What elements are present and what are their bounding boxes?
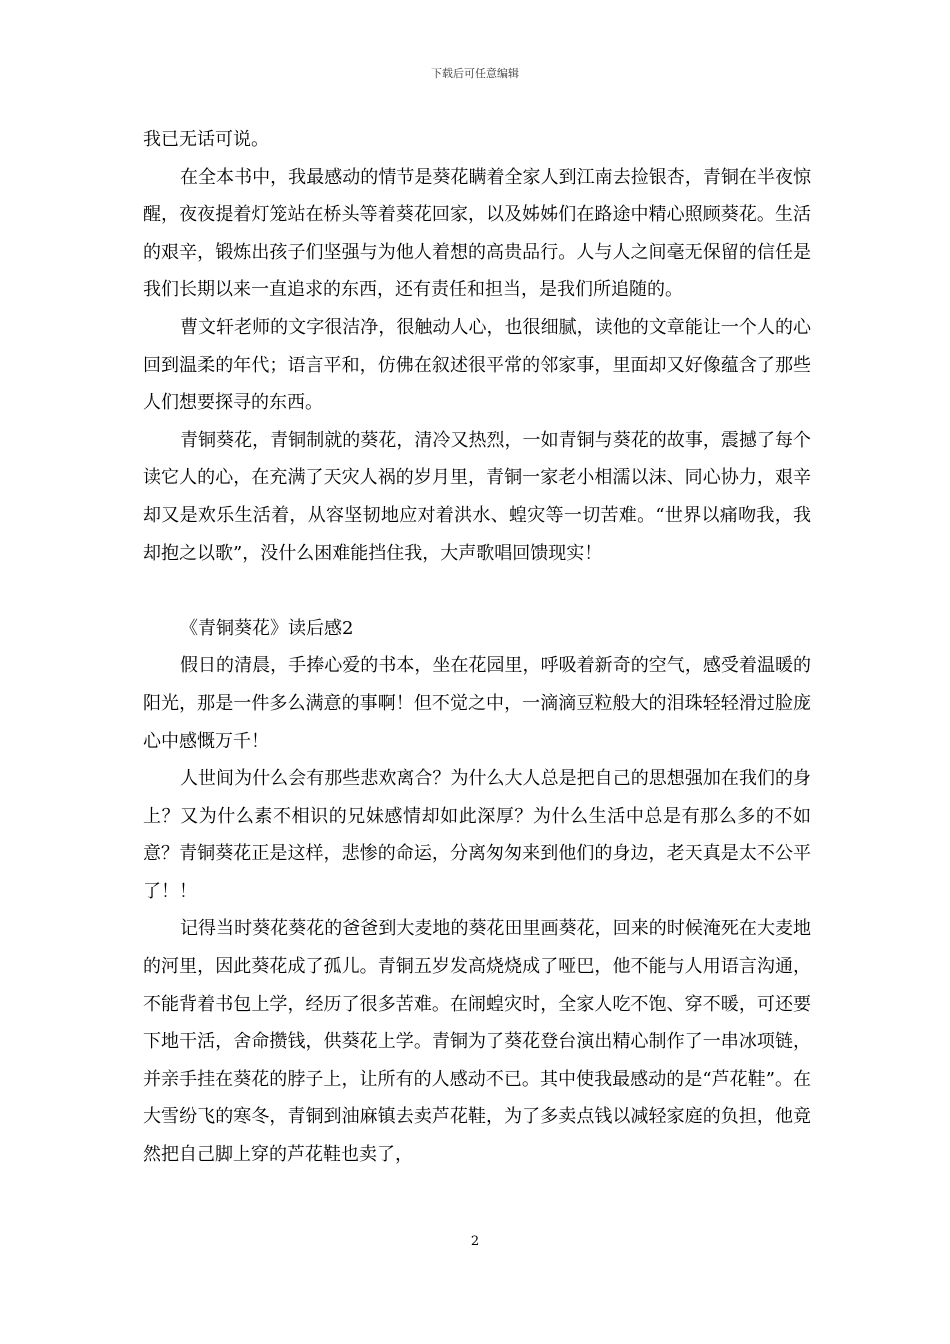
paragraph-story-recall: 记得当时葵花葵花的爸爸到大麦地的葵花田里画葵花，回来的时候淹死在大麦地的河里，因此葵花成了孤儿。青铜五岁发高烧烧成了哑巴，他不能与人用语言沟通，不能背着书包上学，经历了很多苦难。在闹蝗灾时，全家人吃不饱、穿不暖，可还要下地干活，舍命攒钱，供葵花上学。青铜为了葵花登台演出精心制作了一串冰项链，并亲手挂在葵花的脖子上，让所有的人感动不已。其中使我最感动的是“芦花鞋”。在大雪纷飞的寒冬，青铜到油麻镇去卖芦花鞋，为了多卖点钱以减轻家庭的负担，他竟然把自己脚上穿的芦花鞋也卖了， — [143, 918, 811, 1166]
section-title: 《青铜葵花》读后感2 — [180, 617, 354, 639]
section-spacer — [143, 572, 811, 610]
page-header: 下载后可任意编辑 — [431, 67, 519, 80]
paragraph-morning: 假日的清晨，手捧心爱的书本，坐在花园里，呼吸着新奇的空气，感受着温暖的阳光，那是一件多么满意的事啊！但不觉之中，一滴滴豆粒般大的泪珠轻轻滑过脸庞心中感慨万千！ — [143, 655, 811, 752]
paragraph-continuation: 我已无话可说。 — [143, 129, 269, 150]
page-number: 2 — [470, 1234, 480, 1249]
paragraph-questions: 人世间为什么会有那些悲欢离合？为什么大人总是把自己的思想强加在我们的身上？又为什么素不相识的兄妹感情却如此深厚？为什么生活中总是有那么多的不如意？青铜葵花正是这样，悲惨的命运，分离匆匆来到他们的身边，老天真是太不公平了！！ — [143, 768, 811, 902]
paragraph-touching-plot: 在全本书中，我最感动的情节是葵花瞒着全家人到江南去捡银杏，青铜在半夜惊醒，夜夜提着灯笼站在桥头等着葵花回家，以及姊姊们在路途中精心照顾葵花。生活的艰辛，锻炼出孩子们坚强与为他人着想的高贵品行。人与人之间毫无保留的信任是我们长期以来一直追求的东西，还有责任和担当，是我们所追随的。 — [143, 166, 811, 301]
paragraph-author-style: 曹文轩老师的文字很洁净，很触动人心，也很细腻，读他的文章能让一个人的心回到温柔的年代；语言平和，仿佛在叙述很平常的邻家事，里面却又好像蕴含了那些人们想要探寻的东西。 — [143, 316, 811, 414]
document-body — [143, 121, 811, 1174]
paragraph-bronze-sunflower: 青铜葵花，青铜制就的葵花，清冷又热烈，一如青铜与葵花的故事，震撼了每个读它人的心，在充满了天灾人祸的岁月里，青铜一家老小相濡以沫、同心协力，艰辛却又是欢乐生活着，从容坚韧地应对着洪水、蝗灾等一切苦难。“世界以痛吻我，我却抱之以歌”，没什么困难能挡住我，大声歌唱回馈现实！ — [143, 429, 811, 564]
